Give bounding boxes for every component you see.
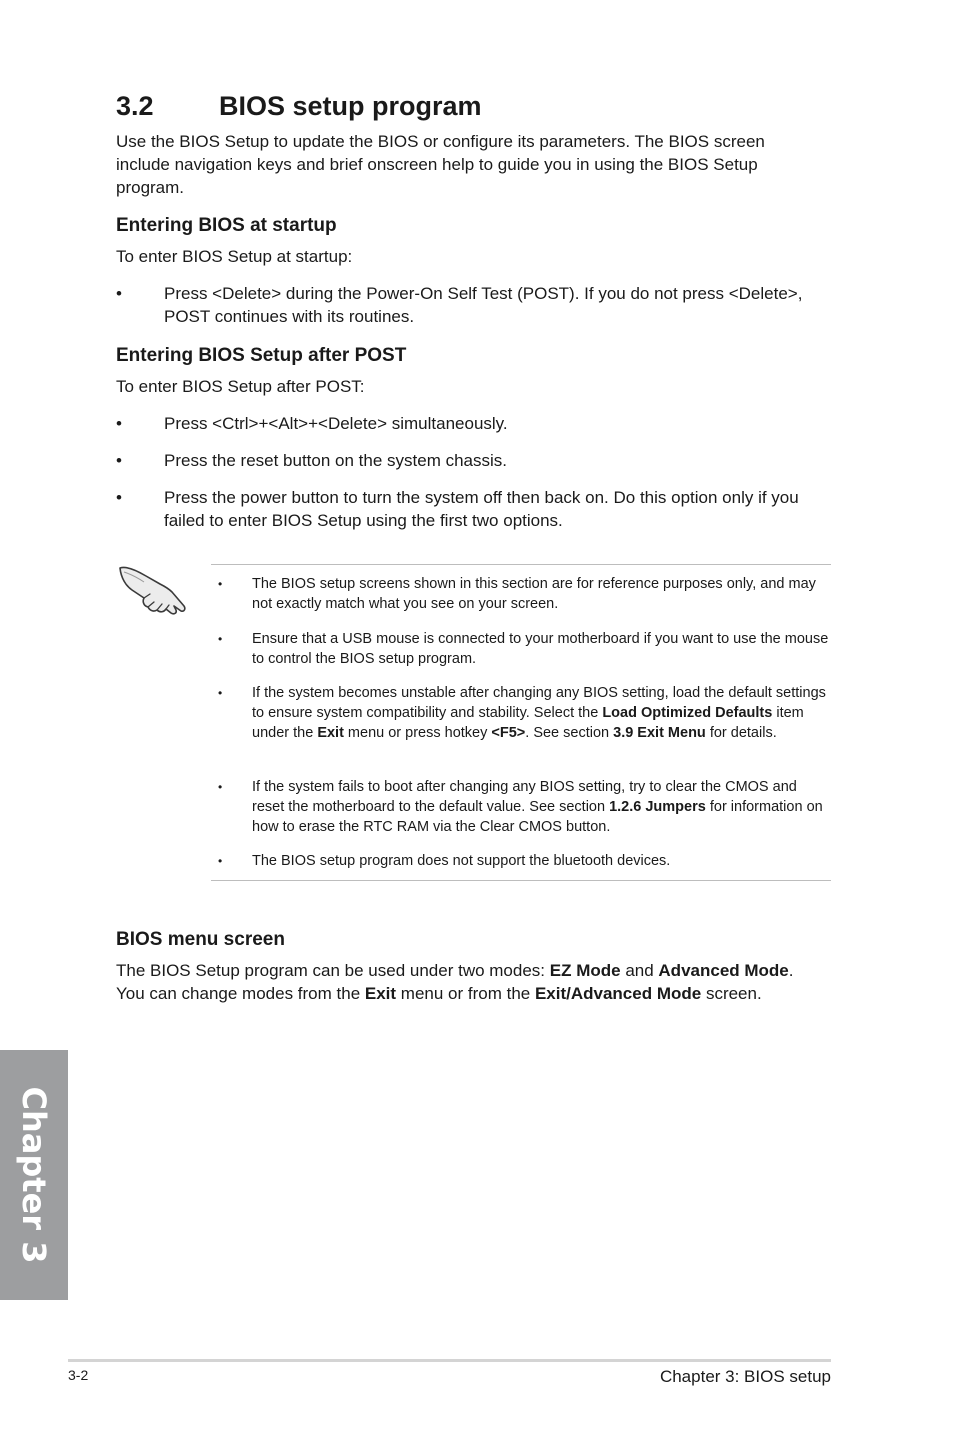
footer-chapter: Chapter 3: BIOS setup bbox=[659, 1367, 831, 1386]
note-top-rule bbox=[211, 564, 831, 565]
bullet: • bbox=[116, 414, 122, 433]
note-item: The BIOS setup screens shown in this section are for reference purposes only, and may not exactly match what you see on your screen. bbox=[252, 576, 816, 612]
menu-screen-heading: BIOS menu screen bbox=[116, 929, 285, 950]
list-item: Press <Delete> during the Power-On Self Test (POST). If you do not press <Delete>, POST continues with its routines. bbox=[164, 284, 803, 326]
note-bottom-rule bbox=[211, 880, 831, 881]
chapter-tab bbox=[0, 1050, 68, 1300]
bullet: • bbox=[116, 284, 122, 303]
note-bullet: • bbox=[218, 632, 223, 646]
section-heading bbox=[116, 88, 482, 124]
after-post-lead: To enter BIOS Setup after POST: bbox=[116, 377, 365, 396]
pointing-hand-icon bbox=[116, 562, 188, 618]
menu-screen-paragraph: The BIOS Setup program can be used under two modes: EZ Mode and Advanced Mode. You can change modes from the Exit menu or from the Exit/Advanced Mode screen. bbox=[116, 961, 794, 1003]
bullet: • bbox=[116, 451, 122, 470]
intro-paragraph: Use the BIOS Setup to update the BIOS or configure its parameters. The BIOS screen include navigation keys and brief onscreen help to guide you in using the BIOS Setup program. bbox=[116, 132, 765, 197]
note-item: If the system fails to boot after changing any BIOS setting, try to clear the CMOS and reset the motherboard to the default value. See section 1.2.6 Jumpers for information on how to erase the RTC RAM via the Clear CMOS button. bbox=[252, 779, 823, 835]
note-bullet: • bbox=[218, 780, 223, 794]
footer-rule bbox=[68, 1359, 831, 1362]
list-item: Press the reset button on the system chassis. bbox=[164, 451, 507, 470]
note-item: Ensure that a USB mouse is connected to your motherboard if you want to use the mouse to control the BIOS setup program. bbox=[252, 631, 829, 667]
list-item: Press <Ctrl>+<Alt>+<Delete> simultaneously. bbox=[164, 414, 508, 433]
note-item: If the system becomes unstable after changing any BIOS setting, load the default settings to ensure system compatibility and stability. Select the Load Optimized Defaults item under the Exit menu or press hotkey <F5>. See section 3.9 Exit Menu for details. bbox=[252, 685, 826, 741]
bullet: • bbox=[116, 488, 122, 507]
note-bullet: • bbox=[218, 686, 223, 700]
section-number: 3.2 bbox=[116, 91, 154, 121]
section-title: BIOS setup program bbox=[219, 91, 482, 121]
page-number: 3-2 bbox=[68, 1367, 89, 1383]
startup-lead: To enter BIOS Setup at startup: bbox=[116, 247, 353, 266]
startup-heading: Entering BIOS at startup bbox=[116, 215, 337, 236]
chapter-tab-label: Chapter 3 bbox=[15, 1086, 53, 1264]
note-bullet: • bbox=[218, 577, 223, 591]
note-item: The BIOS setup program does not support the bluetooth devices. bbox=[252, 853, 671, 869]
list-item: Press the power button to turn the system off then back on. Do this option only if you failed to enter BIOS Setup using the first two options. bbox=[164, 488, 799, 530]
after-post-heading: Entering BIOS Setup after POST bbox=[116, 345, 407, 366]
note-bullet: • bbox=[218, 854, 223, 868]
